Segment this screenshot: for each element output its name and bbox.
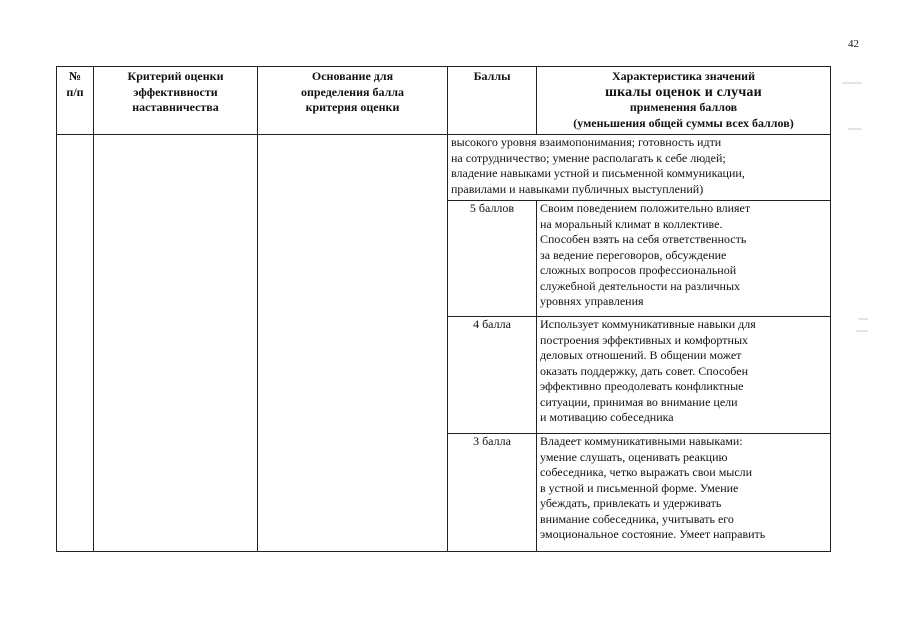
header-basis-line: Основание для <box>311 69 394 83</box>
header-score-line: Баллы <box>473 69 511 83</box>
header-row <box>57 67 831 135</box>
header-number-line: п/п <box>66 84 84 99</box>
header-basis-line: определения балла <box>300 84 405 99</box>
evaluation-table <box>56 66 831 552</box>
header-characteristic-line: применения баллов <box>629 100 738 114</box>
number-cell <box>57 135 94 552</box>
scan-speck <box>858 318 868 320</box>
scan-speck <box>842 82 862 84</box>
header-characteristic-line: шкалы оценок и случаи <box>605 84 762 100</box>
criterion-cell <box>94 135 258 552</box>
header-criterion <box>94 67 258 135</box>
header-criterion-line: Критерий оценки <box>127 69 224 83</box>
continuation-text: высокого уровня взаимопонимания; готовность идти на сотрудничество; умение располагать к себе людей; владение навыками устной и письменной коммуникации, правилами и навыками публичных выступлений) <box>451 135 745 196</box>
header-criterion-line: наставничества <box>132 100 219 114</box>
header-basis <box>258 67 448 135</box>
header-number-line: № <box>68 69 82 83</box>
header-criterion-line: эффективности <box>133 84 218 99</box>
continuation-cell <box>448 135 831 201</box>
score-cell: 5 баллов <box>448 201 537 317</box>
description-cell: Использует коммуникативные навыки для построения эффективных и комфортных деловых отношений. В общении может оказать поддержку, дать совет. Способен эффективно преодолевать конфликтные ситуации, принимая во внимание цели и мотивацию собеседника <box>537 317 831 434</box>
scan-speck <box>856 330 868 332</box>
description-cell: Владеет коммуникативными навыками: умение слушать, оценивать реакцию собеседника, четко выражать свои мысли в устной и письменной форме. Умение убеждать, привлекать и удерживать внимание собеседника, учитывать его эмоциональное состояние. Умеет направить <box>537 434 831 552</box>
header-characteristic <box>537 67 831 135</box>
basis-cell <box>258 135 448 552</box>
score-cell: 3 балла <box>448 434 537 552</box>
header-score <box>448 67 537 135</box>
header-characteristic-line: (уменьшения общей суммы всех баллов) <box>573 115 794 130</box>
description-cell: Своим поведением положительно влияет на моральный климат в коллективе. Способен взять на себя ответственность за ведение переговоров, обсуждение сложных вопросов профессиональной служебной деятельности на различных уровнях управления <box>537 201 831 317</box>
header-characteristic-line: Характеристика значений <box>611 69 756 83</box>
header-number <box>57 67 94 135</box>
header-basis-line: критерия оценки <box>305 100 400 114</box>
continuation-row <box>57 135 831 201</box>
page-number: 42 <box>848 38 859 50</box>
score-cell: 4 балла <box>448 317 537 434</box>
scan-speck <box>848 128 862 130</box>
